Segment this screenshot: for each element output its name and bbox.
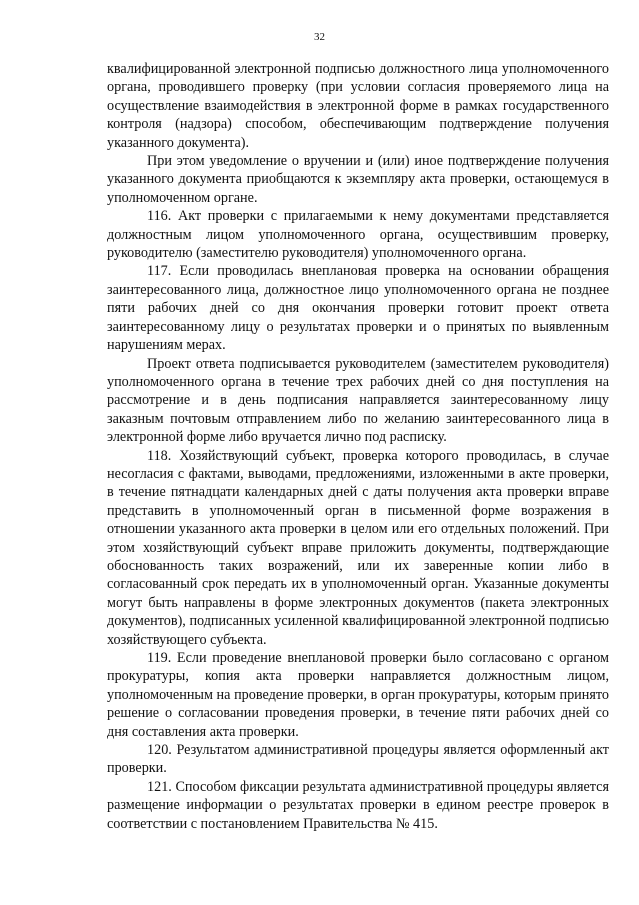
paragraph-notification: При этом уведомление о вручении и (или) иное подтверждение получения указанного документа приобщаются к экземпляру акта проверки, остающемуся в уполномоченном органе. (107, 153, 609, 206)
paragraph-119: 119. Если проведение внеплановой проверки было согласовано с органом прокуратуры, копия акта проверки направляется должностным лицом, уполномоченным на проведение проверки, в орган прокуратуры, которым принято решение о согласовании проведения проверки, в течение пяти рабочих дней со дня составления акта проверки. (107, 650, 609, 740)
paragraph-116: 116. Акт проверки с прилагаемыми к нему документами представляется должностным лицом уполномоченного органа, осуществившим проверку, руководителю (заместителю руководителя) уполномоченного органа. (107, 208, 609, 262)
paragraph-120: 120. Результатом административной процедуры является оформленный акт проверки. (107, 742, 609, 777)
paragraph-121: 121. Способом фиксации результата административной процедуры является размещение информации о результатах проверки в едином реестре проверок в соответствии с постановлением Правительства № 415. (107, 778, 609, 832)
document-body (107, 60, 609, 833)
paragraph-continuation: квалифицированной электронной подписью должностного лица уполномоченного органа, проводившего проверку (при условии согласия проверяемого лица на осуществление взаимодействия в электронной форме в рамках государственного контроля (надзора) способом, обеспечивающим подтверждение получения указанного документа). (107, 61, 609, 151)
paragraph-117: 117. Если проводилась внеплановая проверка на основании обращения заинтересованного лица, должностное лицо уполномоченного органа не позднее пяти рабочих дней со дня окончания проверки готовит проект ответа заинтересованному лицу о результатах проверки и о принятых по выявленным нарушениям мерах. (107, 263, 609, 354)
paragraph-draft-response: Проект ответа подписывается руководителем (заместителем руководителя) уполномоченного органа в течение трех рабочих дней со дня поступления на рассмотрение и в день подписания направляется заинтересованному лицу заказным почтовым отправлением либо по желанию заинтересованного лица в электронной форме либо вручается лично под расписку. (107, 355, 609, 446)
paragraph-118: 118. Хозяйствующий субъект, проверка которого проводилась, в случае несогласия с фактами, выводами, предложениями, изложенными в акте проверки, в течение пятнадцати календарных дней с даты получения акта проверки вправе представить в уполномоченный орган в письменной форме возражения в отношении указанного акта проверки в целом или его отдельных положений. При этом хозяйствующий субъект вправе приложить документы, подтверждающие обоснованность таких возражений, или их заверенные копии либо в согласованный срок передать их в уполномоченный орган. Указанные документы могут быть направлены в форме электронных документов (пакета электронных документов), подписанных усиленной квалифицированной электронной подписью хозяйствующего субъекта. (107, 447, 609, 648)
page-number: 32 (314, 31, 325, 43)
